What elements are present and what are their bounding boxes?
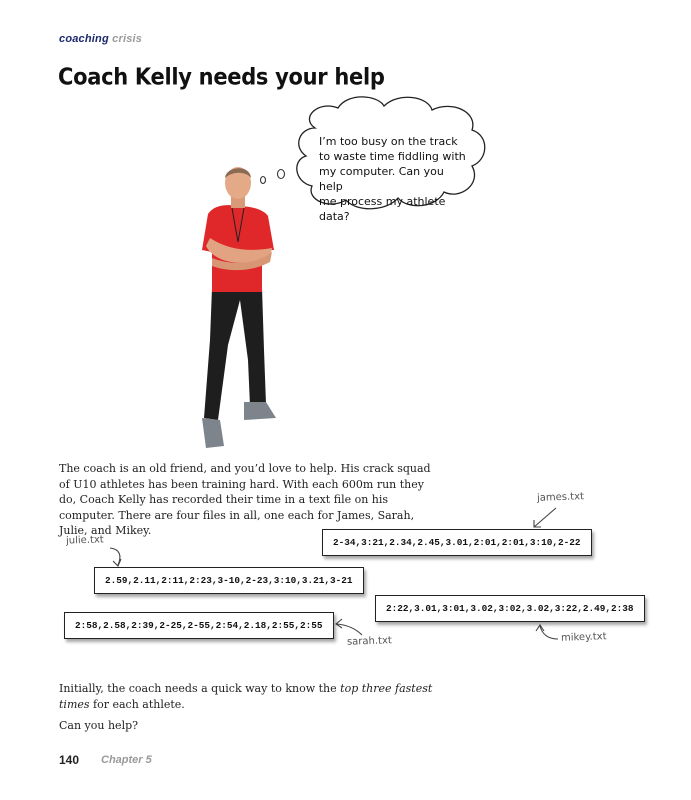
thought-bubble-text: [319, 134, 469, 224]
task-emphasis: top three fastest times: [59, 682, 433, 711]
chapter-label: Chapter 5: [101, 754, 152, 766]
sarah-data-record: 2:58,2.58,2:39,2-25,2-55,2:54,2.18,2:55,2:55: [64, 612, 334, 639]
section-label-main: coaching: [59, 33, 109, 45]
intro-paragraph: The coach is an old friend, and you’d love to help. His crack squad of U10 athletes has been training hard. With each 600m run they do, Coach Kelly has recorded their time in a text file on his computer. There are four files in all, one each for James, Sarah, Julie, and Mikey.: [59, 462, 431, 537]
page-title: Coach Kelly needs your help: [58, 64, 385, 90]
section-label-muted: crisis: [112, 33, 143, 45]
thought-dots: [261, 170, 285, 184]
bubble-line: to waste time fiddling with: [319, 150, 466, 163]
mikey-file-label: mikey.txt: [560, 631, 607, 644]
mikey-data-record: 2:22,3.01,3:01,3.02,3:02,3.02,3:22,2.49,2:38: [375, 595, 645, 622]
sarah-arrow: [337, 624, 362, 635]
bubble-line: me process my athlete data?: [319, 195, 446, 223]
task-text-before: Initially, the coach needs a quick way to know the: [59, 682, 341, 695]
james-arrow: [534, 508, 556, 527]
coach-figure: [202, 167, 276, 448]
bubble-line: I’m too busy on the track: [319, 135, 458, 148]
task-paragraph: [59, 681, 439, 712]
task-text-after: for each athlete.: [89, 697, 185, 711]
sarah-file-label: sarah.txt: [346, 635, 393, 648]
question-text: Can you help?: [59, 719, 139, 732]
mikey-arrow: [540, 626, 558, 639]
bubble-line: my computer. Can you help: [319, 165, 444, 193]
julie-data-record: 2.59,2.11,2:11,2:23,3-10,2-23,3:10,3.21,3-21: [94, 567, 364, 594]
james-file-label: james.txt: [536, 491, 585, 504]
james-data-record: 2-34,3:21,2.34,2.45,3.01,2:01,2:01,3:10,2-22: [322, 529, 592, 556]
page-number: 140: [59, 753, 80, 767]
julie-file-label: julie.txt: [65, 534, 104, 547]
